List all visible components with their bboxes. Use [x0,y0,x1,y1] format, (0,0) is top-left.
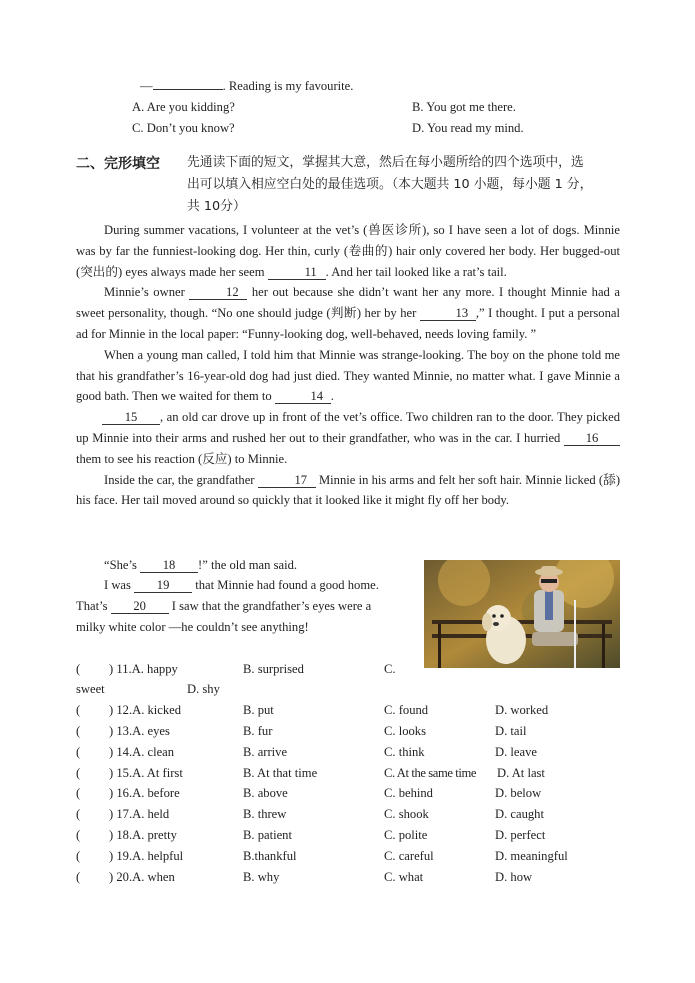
q20-stem: ) 20.A. when [109,870,175,884]
q18-option-d: D. perfect [495,828,546,842]
passage [76,220,620,511]
para-4: 15 , an old car drove up in front of the vet’s office. Two children ran to the door. They picked up Minnie into their arms and rushed her out to their grandfather, who was in the car. I hurried 16 them to see his reaction (反应) to Minnie. [76,410,620,466]
section-instruction: 先通读下面的短文，掌握其大意，然后在每小题所给的四个选项中，选 出可以填入相应空白处的最佳选项。（本大题共 10 小题，每小题 1 分， 共 10分） [187,155,593,214]
q11-open-paren: ( [76,662,81,676]
para-3: When a young man called, I told him that Minnie was strange-looking. The boy on the phone told me that his grandfather’s 16-year-old dog had just died. They wanted Minnie, no matter what. I gave Minnie a good bath. Then we waited for them to 14 . [76,347,620,404]
prev-stem-text: . Reading is my favourite. [222,79,354,93]
q19-option-d: D. meaningful [495,849,568,863]
q12-option-d: D. worked [495,703,549,717]
q19-option-c: C. careful [384,849,434,863]
q17-option-d: D. caught [495,807,544,821]
q18-option-b: B. patient [243,828,292,842]
q16-option-d: D. below [495,786,542,800]
q11-option-c: C. [384,662,396,676]
q12-option-c: C. found [384,703,429,717]
q11-option-c-text: sweet [76,682,105,696]
q13-open-paren: ( [76,724,81,738]
illustration-old-man-with-dog [424,560,620,668]
blank-19[interactable]: 19 [134,578,192,593]
prev-answer-blank [153,89,223,90]
q15-option-d: D. At last [497,766,545,780]
q18-open-paren: ( [76,828,81,842]
q13-stem: ) 13.A. eyes [109,724,170,738]
q20-open-paren: ( [76,870,81,884]
para-1: During summer vacations, I volunteer at the vet’s (兽医诊所), so I have seen a lot of dogs. Minnie was by far the funniest-looking dog. Her thin, curly (卷曲的) hair only covered her body. Her bugged-out (突出的) eyes always made her seem 11 . And her tail looked like a rat’s tail. [76,223,621,279]
q13-option-b: B. fur [243,724,273,738]
para-5: Inside the car, the grandfather 17 Minnie in his arms and felt her soft hair. Minnie licked (舔) his face. Her tail moved around so quickly that it looked like it might fly off her body. [76,472,621,508]
prev-option-a: A. Are you kidding? [132,100,235,114]
q14-stem: ) 14.A. clean [109,745,175,759]
q14-option-d: D. leave [495,745,537,759]
blank-14[interactable]: 14 [275,389,331,404]
para-6: “She’s 18 !” the old man said. [104,558,298,572]
q11-option-d: D. shy [187,682,220,696]
blank-11[interactable]: 11 [268,265,326,280]
q17-option-b: B. threw [243,807,287,821]
q15-stem: ) 15.A. At first [109,766,183,780]
para-7-line-3: milky white color —he couldn’t see anything! [76,620,309,634]
q20-option-d: D. how [495,870,533,884]
q18-option-c: C. polite [384,828,428,842]
q13-option-c: C. looks [384,724,426,738]
q13-option-d: D. tail [495,724,527,738]
q16-stem: ) 16.A. before [109,786,180,800]
q14-option-b: B. arrive [243,745,288,759]
q17-option-c: C. shook [384,807,429,821]
q14-open-paren: ( [76,745,81,759]
q11-option-b: B. surprised [243,662,304,676]
blank-18[interactable]: 18 [140,558,198,573]
blank-20[interactable]: 20 [111,599,169,614]
q15-open-paren: ( [76,766,81,780]
q11-close-paren: ) 11.A. happy [109,662,178,676]
q19-open-paren: ( [76,849,81,863]
q12-stem: ) 12.A. kicked [109,703,182,717]
q17-stem: ) 17.A. held [109,807,170,821]
blank-13[interactable]: 13 [420,306,476,321]
blank-12[interactable]: 12 [189,285,247,300]
q19-stem: ) 19.A. helpful [109,849,184,863]
q12-open-paren: ( [76,703,81,717]
q14-option-c: C. think [384,745,425,759]
blank-15[interactable]: 15 [102,410,160,425]
q16-option-b: B. above [243,786,288,800]
prev-dash: — [140,79,153,93]
prev-option-c: C. Don’t you know? [132,121,235,135]
blank-17[interactable]: 17 [258,473,316,488]
blank-16[interactable]: 16 [564,431,620,446]
q16-open-paren: ( [76,786,81,800]
q20-option-b: B. why [243,870,280,884]
para-2: Minnie’s owner 12 her out because she didn’t want her any more. I thought Minnie had a sweet personality, though. “No one should judge (判断) her by her 13 ,” I thought. I put a personal ad for Minnie in the local paper: “Funny-looking dog, well-behaved, needs loving family. ” [76,285,620,341]
para-7-line-1: I was 19 that Minnie had found a good home. [104,578,379,592]
para-7-line-2: That’s 20 I saw that the grandfather’s eyes were a [76,599,372,613]
q18-stem: ) 18.A. pretty [109,828,177,842]
section-title: 二、完形填空 [76,156,160,172]
q20-option-c: C. what [384,870,424,884]
prev-option-d: D. You read my mind. [412,121,524,135]
q17-open-paren: ( [76,807,81,821]
prev-option-b: B. You got me there. [412,100,516,114]
prev-question-stem [140,78,353,94]
q15-option-c: C. At the same time [384,766,477,780]
q16-option-c: C. behind [384,786,433,800]
photo-svg [424,560,620,668]
q19-option-b: B.thankful [243,849,297,863]
q15-option-b: B. At that time [243,766,318,780]
q12-option-b: B. put [243,703,274,717]
